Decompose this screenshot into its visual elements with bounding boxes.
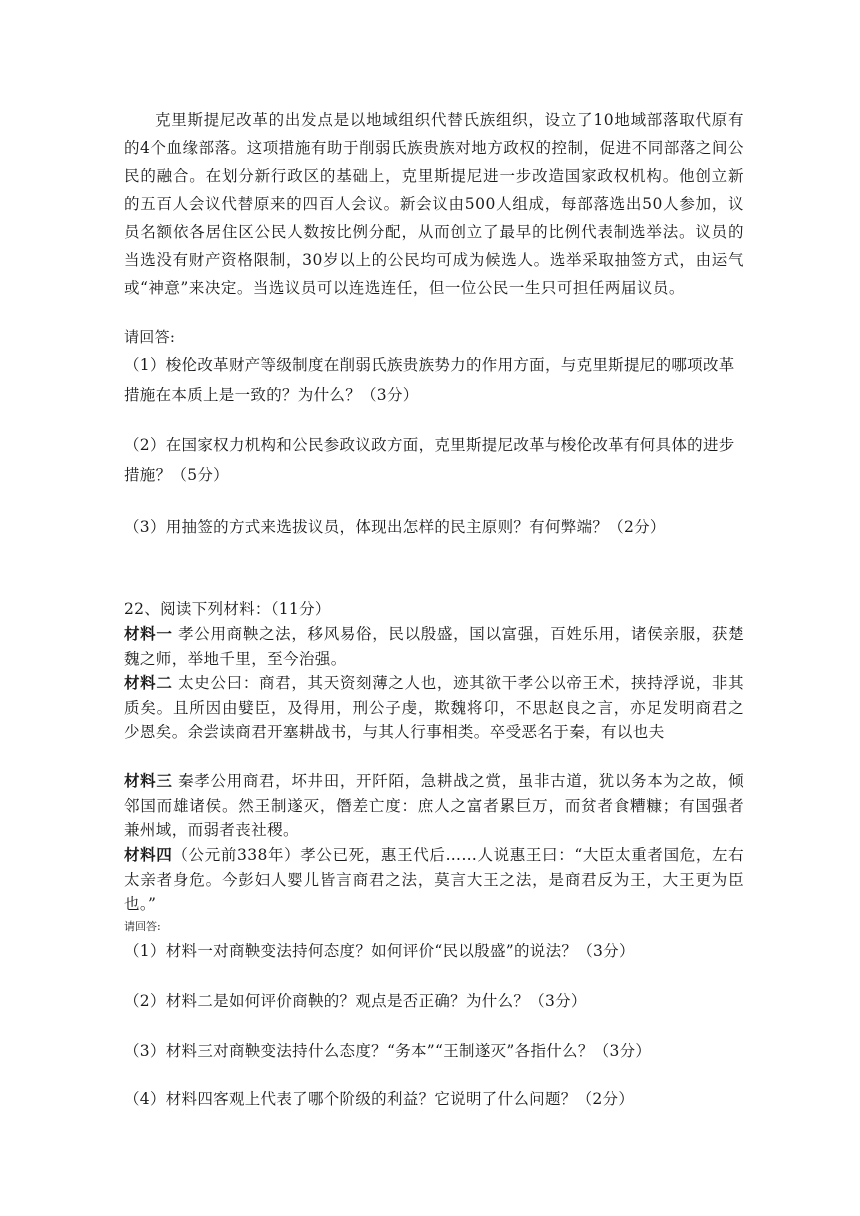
material-label: 材料四: [124, 845, 173, 864]
material-text: （公元前338年）孝公已死，惠王代后……人说惠王曰：“大臣太重者国危，左右太亲者身危。今彭妇人婴儿皆言商君之法，莫言大王之法，是商君反为王，大王更为臣也。”: [124, 846, 745, 913]
question-1: （1）梭伦改革财产等级制度在削弱氏族贵族势力的作用方面，与克里斯提尼的哪项改革措施在本质上是一致的？为什么？（3分）: [124, 356, 735, 404]
passage-paragraph: 克里斯提尼改革的出发点是以地域组织代替氏族组织，设立了10地域部落取代原有的4个血缘部落。这项措施有助于削弱氏族贵族对地方政权的控制，促进不同部落之间公民的融合。在划分新行政区的基础上，克里斯提尼进一步改造国家政权机构。他创立新的五百人会议代替原来的四百人会议。新会议由500人组成，每部落选出50人参加，议员名额依各居住区公民人数按比例分配，从而创立了最早的比例代表制选举法。议员的当选没有财产资格限制，30岁以上的公民均可成为候选人。选举采取抽签方式，由运气或“神意”来决定。当选议员可以连选连任，但一位公民一生只可担任两届议员。: [124, 111, 744, 297]
question-2-1: （1）材料一对商鞅变法持何态度？如何评价“民以殷盛”的说法？（3分）: [124, 942, 635, 960]
answer-prompt-2: 请回答:: [124, 920, 161, 933]
material-text: 孝公用商鞅之法，移风易俗，民以殷盛，国以富强，百姓乐用，诸侯亲服，获楚魏之师，举地千里，至今治强。: [124, 625, 744, 668]
material-1: [124, 622, 744, 671]
question-3: （3）用抽签的方式来选拔议员，体现出怎样的民主原则？有何弊端？（2分）: [124, 518, 666, 536]
material-3: [124, 769, 744, 843]
material-text: 太史公曰：商君，其天资刻薄之人也，迹其欲干孝公以帝王术，挟持浮说，非其质矣。且所因由嬖臣，及得用，刑公子虔，欺魏将卬，不思赵良之言，亦足发明商君之少恩矣。余尝读商君开塞耕战书，与其人行事相类。卒受恶名于秦，有以也夫: [124, 674, 744, 741]
material-4: [124, 843, 744, 917]
question-2-3: （3）材料三对商鞅变法持什么态度？“务本”“王制遂灭”各指什么？（3分）: [124, 1042, 652, 1060]
question-2-2: （2）材料二是如何评价商鞅的？观点是否正确？为什么？（3分）: [124, 992, 587, 1010]
section-heading: 22、阅读下列材料：（11分）: [124, 600, 331, 618]
material-label: 材料三: [124, 771, 173, 790]
question-2-4: （4）材料四客观上代表了哪个阶级的利益？它说明了什么问题？（2分）: [124, 1090, 635, 1108]
answer-prompt: 请回答:: [124, 328, 176, 346]
material-text: 秦孝公用商君，坏井田，开阡陌，急耕战之赏，虽非古道，犹以务本为之故，倾邻国而雄诸侯。然王制遂灭，僭差亡度：庶人之富者累巨万，而贫者食糟糠；有国强者兼州域，而弱者丧社稷。: [124, 772, 744, 839]
material-label: 材料二: [124, 673, 173, 692]
material-2: [124, 671, 744, 745]
material-label: 材料一: [124, 624, 173, 643]
question-2: （2）在国家权力机构和公民参政议政方面，克里斯提尼改革与梭伦改革有何具体的进步措施？（5分）: [124, 436, 735, 484]
